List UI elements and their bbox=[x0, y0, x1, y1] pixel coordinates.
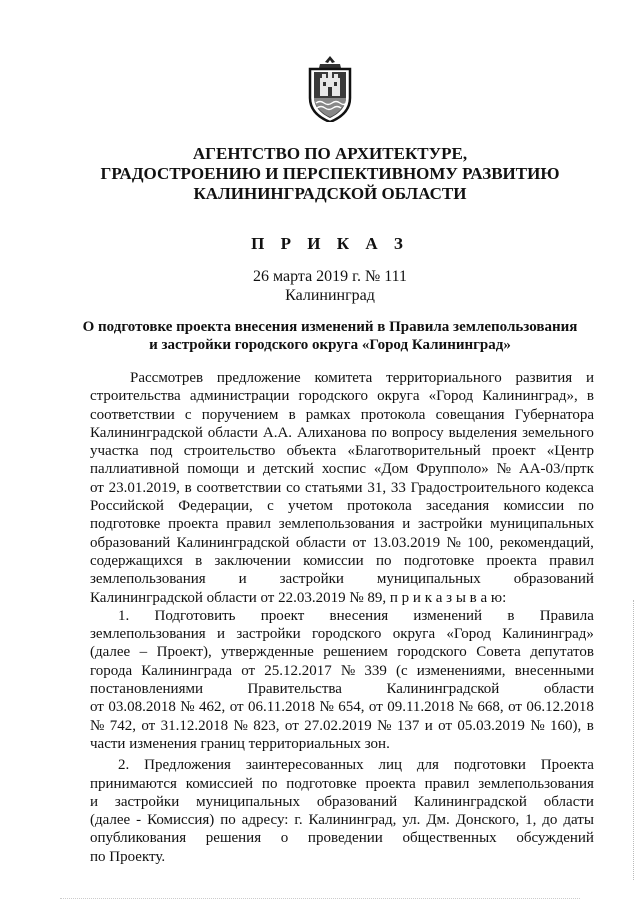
body-line: опубликования решения о проведении общественных обсуждений bbox=[90, 830, 594, 847]
body-line: от 03.08.2018 № 462, от 06.11.2018 № 654, от 09.11.2018 № 668, от 06.12.2018 bbox=[90, 699, 594, 716]
body-line: подготовке проекта правил землепользования и застройки муниципальных bbox=[90, 516, 594, 533]
body-line: Российской Федерации, с учетом протокола заседания комиссии по bbox=[90, 498, 594, 515]
subject-line: и застройки городского округа «Город Калининград» bbox=[149, 337, 511, 353]
body-line: постановлениями Правительства Калининградской области bbox=[90, 681, 594, 698]
body-line: принимаются комиссией по подготовке проекта правил землепользования bbox=[90, 775, 594, 792]
body-line: части изменения границ территориальных зон. bbox=[90, 735, 390, 752]
body-line: от 23.01.2019, в соответствии со статьями 31, 33 Градостроительного кодекса bbox=[90, 479, 594, 496]
subject-line: О подготовке проекта внесения изменений в Правила землепользования bbox=[82, 319, 578, 335]
body-line: № 742, от 31.12.2018 № 823, от 27.02.2019 № 137 и от 05.03.2019 № 160), в bbox=[90, 717, 594, 734]
document-subject bbox=[60, 318, 600, 354]
agency-name-line: ГРАДОСТРОЕНИЮ И ПЕРСПЕКТИВНОМУ РАЗВИТИЮ bbox=[100, 164, 560, 183]
body-line: Рассмотрев предложение комитета территориального развития и bbox=[130, 370, 594, 386]
coat-of-arms-icon bbox=[306, 56, 354, 122]
agency-name-line: АГЕНТСТВО ПО АРХИТЕКТУРЕ, bbox=[192, 144, 468, 163]
body-line: (далее - Комиссия) по адресу: г. Калининград, ул. Дм. Донского, 1, до даты bbox=[90, 812, 594, 829]
body-line: землепользования и застройки городского округа «Город Калининград» bbox=[90, 626, 594, 643]
body-line: строительства администрации городского округа «Город Калининград», в bbox=[90, 388, 594, 405]
body-line: города Калининграда от 25.12.2017 № 339 (с изменениями, внесенными bbox=[90, 662, 594, 679]
body-line: Калининградской области от 22.03.2019 № 89, п р и к а з ы в а ю: bbox=[90, 589, 507, 606]
body-line: образований Калининградской области от 13.03.2019 № 100, рекомендаций, bbox=[90, 534, 594, 551]
document-type-title: П Р И К А З bbox=[251, 234, 409, 253]
document-body bbox=[90, 369, 594, 866]
body-line: паллиативной помощи и детский хоспис «Дом Фрупполо» № АА-03/пртк bbox=[90, 461, 594, 478]
document-city: Калининград bbox=[285, 287, 375, 304]
scan-bottom-marks bbox=[60, 896, 580, 899]
body-line: по Проекту. bbox=[90, 848, 166, 865]
agency-name bbox=[60, 144, 600, 204]
body-line: участка под строительство объекта «Благотворительный проект «Центр bbox=[90, 443, 594, 460]
body-line: содержащихся в заключении комиссии по подготовке проекта правил bbox=[90, 552, 594, 569]
agency-name-line: КАЛИНИНГРАДСКОЙ ОБЛАСТИ bbox=[193, 184, 467, 203]
body-line: Калининградской области А.А. Алиханова по вопросу выделения земельного bbox=[90, 424, 594, 441]
body-line: (далее – Проект), утвержденные решением городского Совета депутатов bbox=[90, 644, 594, 661]
body-line: 2. Предложения заинтересованных лиц для подготовки Проекта bbox=[118, 757, 594, 774]
body-line: соответствии с поручением в рамках протокола совещания Губернатора bbox=[90, 406, 594, 423]
document-date-number: 26 марта 2019 г. № 111 bbox=[252, 268, 408, 285]
body-line: землепользования и застройки муниципальных образований bbox=[90, 571, 594, 588]
scan-edge-marks bbox=[631, 600, 634, 880]
body-line: и застройки муниципальных образований Калининградской области bbox=[90, 793, 594, 810]
body-line: 1. Подготовить проект внесения изменений в Правила bbox=[118, 607, 594, 624]
